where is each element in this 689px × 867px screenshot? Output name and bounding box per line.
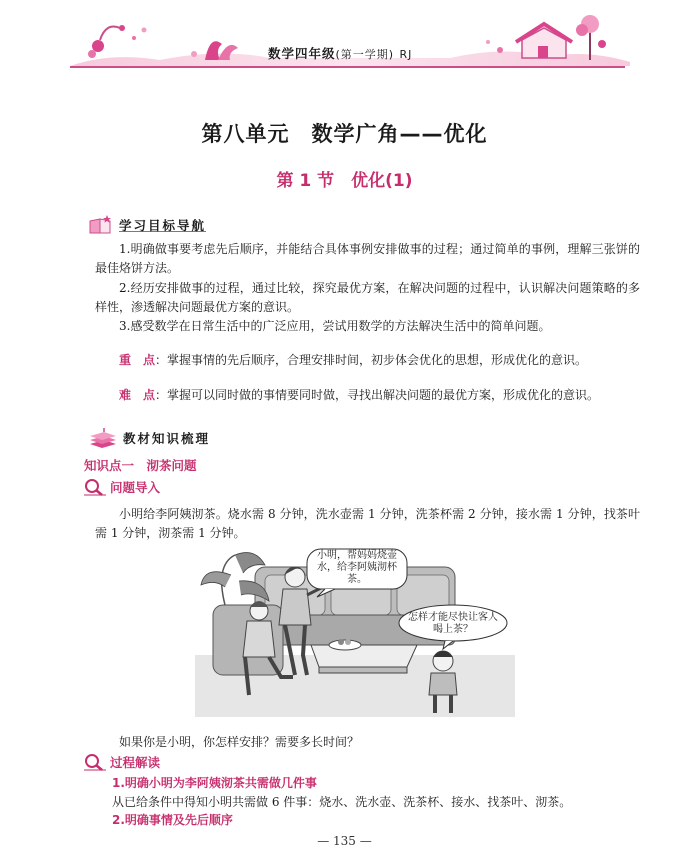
process-heading: 过程解读 [84,753,160,771]
question-text: 如果你是小明，你怎样安排？需要多长时间？ [119,735,360,749]
step2-title: 2.明确事情及先后顺序 [112,813,233,827]
goal-item-1: 1.明确做事要考虑先后顺序，并能结合具体事例安排做事的过程；通过简单的事例，理解三张饼的最佳烙饼方法。 [95,242,640,275]
header-title: 数学四年级(第一学期) RJ [268,46,413,61]
intro-text: 小明给李阿姨沏茶。烧水需 8 分钟，洗水壶需 1 分钟，洗茶杯需 2 分钟，接水需 1 分钟，找茶叶需 1 分钟，沏茶需 1 分钟。 [95,507,640,540]
goal-item-2: 2.经历安排做事的过程，通过比较，探究最优方案，在解决问题的过程中，认识解决问题策略的多样性，渗透解决问题最优方案的意识。 [95,281,640,314]
books-stack-icon [88,428,118,448]
goals-heading: 学习目标导航 [88,214,206,236]
boy-bubble-text: 怎样才能尽快让客人喝上茶？ [408,612,498,635]
goal-item-3: 3.感受数学在日常生活中的广泛应用，尝试用数学的方法解决生活中的简单问题。 [119,319,551,333]
unit-title: 第八单元 数学广角——优化 [201,122,488,146]
magnifier-icon [84,753,106,771]
book-star-icon [88,215,114,235]
step1-text: 从已给条件中得知小明共需做 6 件事：烧水、洗水壶、洗茶杯、接水、找茶叶、沏茶。 [112,795,572,809]
mother-bubble-text: 小明，帮妈妈烧壶水，给李阿姨沏杯茶。 [317,550,397,585]
difficulty-point [95,386,640,405]
section-title: 第 1 节 优化(1) [276,171,413,191]
header-divider [70,66,625,68]
difficulty-text: ：掌握可以同时做的事情要同时做，寻找出解决问题的最优方案，形成优化的意识。 [155,388,600,402]
magnifier-icon [84,478,106,496]
knowledge-point-title: 知识点一 沏茶问题 [84,458,197,473]
key-point-label: 重 点 [119,353,156,367]
page-number: — 135 — [317,834,372,848]
step1-title: 1.明确小明为李阿姨沏茶共需做几件事 [112,776,317,790]
key-point [95,351,640,370]
key-point-text: ：掌握事情的先后顺序，合理安排时间，初步体会优化的思想，形成优化的意识。 [155,353,588,367]
knowledge-heading: 教材知识梳理 [88,427,210,449]
left-flower-icon [88,25,147,58]
difficulty-label: 难 点 [119,388,156,402]
intro-heading: 问题导入 [84,478,160,496]
